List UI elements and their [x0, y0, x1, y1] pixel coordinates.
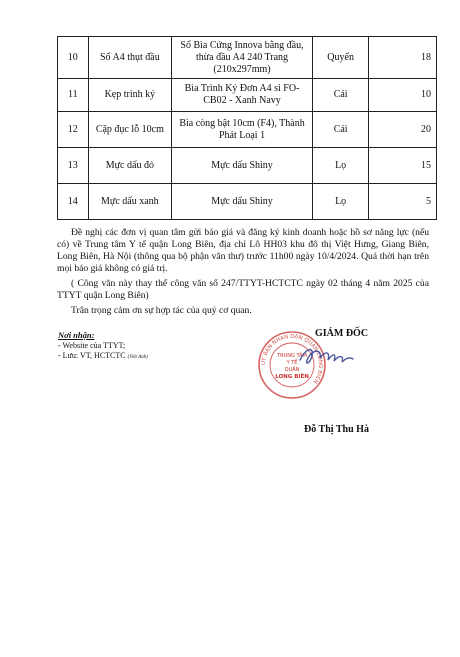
row-number: 13: [58, 148, 89, 184]
item-description: Mực dấu Shiny: [172, 184, 313, 220]
item-unit: Lọ: [312, 184, 368, 220]
row-number: 12: [58, 112, 89, 148]
stamp-line-3: QUẬN: [284, 367, 300, 373]
table-row: [58, 184, 437, 220]
table-row: [58, 37, 437, 79]
item-name: Mực dấu đỏ: [88, 148, 171, 184]
item-quantity: 18: [369, 37, 437, 79]
director-title: GIÁM ĐỐC: [315, 328, 369, 339]
replacement-note: ( Công văn này thay thế công văn số 247/TTYT-HCTCTC ngày 02 tháng 4 năm 2025 của TTYT quận Long Biên): [57, 278, 429, 301]
recipient-website: - Website của TTYT;: [58, 341, 126, 350]
item-quantity: 20: [369, 112, 437, 148]
row-number: 11: [58, 79, 89, 112]
item-quantity: 10: [369, 79, 437, 112]
recipient-archive-text: - Lưu: VT, HCTCTC: [58, 351, 126, 360]
item-name: Mực dấu xanh: [88, 184, 171, 220]
table-row: [58, 148, 437, 184]
stamp-line-4: LONG BIÊN: [275, 374, 309, 380]
item-unit: Lọ: [312, 148, 368, 184]
stamp-line-2: Y TẾ: [286, 360, 298, 366]
item-quantity: 15: [369, 148, 437, 184]
recipient-archive: [58, 351, 148, 360]
item-description: Mực dấu Shiny: [172, 148, 313, 184]
stamp-line-1: TRUNG TÂM: [277, 353, 307, 359]
item-unit: Cái: [312, 112, 368, 148]
row-number: 14: [58, 184, 89, 220]
stamp-ring-text: UY BAN NHAN DAN QUAN LONG BIEN: [260, 333, 324, 385]
recipients-title: Nơi nhận:: [58, 330, 95, 340]
item-name: Cặp đục lỗ 10cm: [88, 112, 171, 148]
row-number: 10: [58, 37, 89, 79]
recipient-archive-note: (Việt Anh): [127, 355, 148, 360]
signer-name: Đỗ Thị Thu Hà: [304, 424, 369, 435]
item-quantity: 5: [369, 184, 437, 220]
table-row: [58, 112, 437, 148]
item-unit: Quyển: [312, 37, 368, 79]
item-unit: Cái: [312, 79, 368, 112]
item-name: Sổ A4 thụt đầu: [88, 37, 171, 79]
items-table: [57, 36, 437, 220]
item-name: Kẹp trình ký: [88, 79, 171, 112]
request-paragraph: Đề nghị các đơn vị quan tâm gửi báo giá và đăng ký kinh doanh hoặc hồ sơ năng lực (nếu có) về Trung tâm Y tế quận Long Biên, địa chỉ Lô HH03 khu đô thị Việt Hưng, Giang Biên, Long Biên, Hà Nội (thông qua bộ phận văn thư) trước 11h00 ngày 10/4/2024. Quá thời hạn trên mọi báo giá không có giá trị.: [57, 227, 429, 274]
signature: [296, 342, 356, 372]
table-row: [58, 79, 437, 112]
thanks-paragraph: Trân trọng cảm ơn sự hợp tác của quý cơ quan.: [71, 305, 252, 316]
item-description: Bìa còng bật 10cm (F4), Thành Phát Loại 1: [172, 112, 313, 148]
item-description: Bìa Trình Ký Đơn A4 si FO-CB02 - Xanh Navy: [172, 79, 313, 112]
item-description: Sổ Bìa Cứng Innova bằng đầu, thừa đầu A4 240 Trang (210x297mm): [172, 37, 313, 79]
